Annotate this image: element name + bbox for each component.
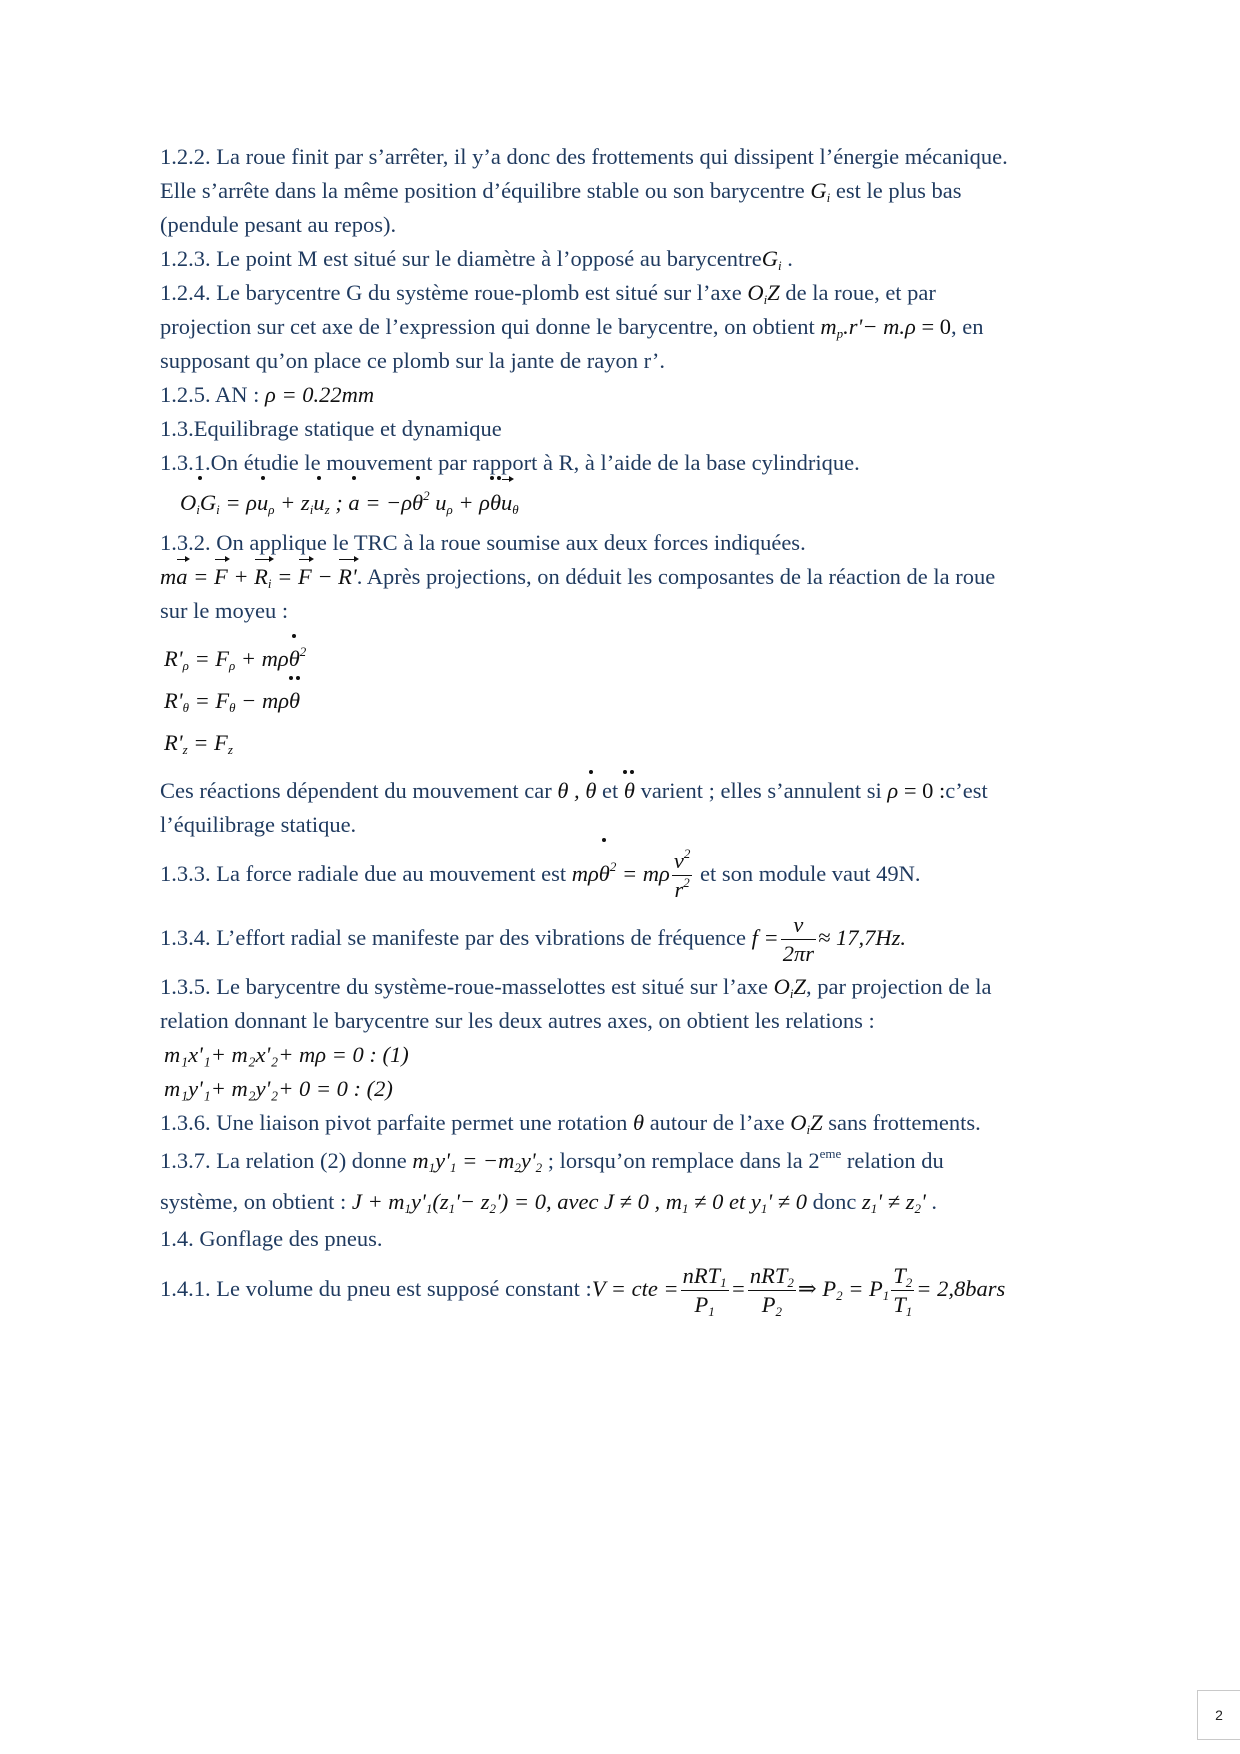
para-1-2-5: 1.2.5. AN : ρ = 0.22mm [160,382,375,407]
rho-value: ρ = 0.22mm [265,382,375,407]
para-1-2-4-end: supposant qu’on place ce plomb sur la jante de rayon r’. [160,348,666,373]
para-1-2-2-cont: Elle s’arrête dans la même position d’équilibre stable ou son barycentre $G_i$ est le plus bas [160,178,962,205]
para-1-3-2-end: sur le moyeu : [160,598,289,623]
reaction-z: $R'_z = F_z$ [164,730,233,757]
para-1-4-1: 1.4.1. Le volume du pneu est supposé constant :V = cte = $\frac{nRT_1}{P_1}$ = $\frac{nRT_2}{P_2}$ ⇒ $P_2 = P_1$ $\frac{T_2}{T_1}$ = 2,8bars [160,1263,1006,1320]
section-1-3-heading: 1.3.Equilibrage statique et dynamique [160,416,502,441]
reaction-components [160,638,1120,764]
frequency-value: ≈ 17,7Hz. [818,925,906,950]
equation-2: m₁y'₁+ m₂y'₂+ 0 = 0 : (2) [164,1076,393,1101]
para-1-2-2: 1.2.2. La roue finit par s’arrêter, il y’a donc des frottements qui dissipent l’énergie mécanique. [160,144,1008,169]
pressure-value: = 2,8bars [916,1276,1006,1301]
para-1-3-7-cont: système, on obtient : $J + m_1y'_1(z_1'- z_2') = 0$, avec J ≠ 0 , $m_1 \ne 0$ et $y_1' \ne 0$ donc $z_1' \ne z_2'$ . [160,1189,938,1216]
para-1-2-2-end: (pendule pesant au repos). [160,212,397,237]
para-1-3-2: 1.3.2. On applique le TRC à la roue soumise aux deux forces indiquées. [160,530,806,555]
reaction-theta: $R'_\theta = F_\theta - m\rho\theta$ [164,680,1120,722]
equation-1: m₁x'₁+ m₂x'₂+ mρ = 0 : (1) [164,1042,409,1067]
para-1-2-3: 1.2.3. Le point M est situé sur le diamètre à l’opposé au barycentreG$_i$ . [160,246,793,273]
para-1-2-4: 1.2.4. Le barycentre G du système roue-plomb est situé sur l’axe $O_iZ$ de la roue, et par [160,280,936,307]
para-1-3-7: 1.3.7. La relation (2) donne $m_1y'_1 = -m_2y'_2$ ; lorsqu’on remplace dans la 2eme relation du [160,1146,944,1175]
document-body [160,140,1120,1322]
para-1-3-5-cont: relation donnant le barycentre sur les deux autres axes, on obtient les relations : [160,1008,875,1033]
page-number: 2 [1197,1690,1240,1740]
equation-position-acceleration: $O_iG_i = \rho u_\rho + z_iu_z$ ; $a = -\rho\theta^2$ $u_\rho + \rho\theta u_\theta$ [160,480,1120,526]
para-1-3-3: 1.3.3. La force radiale due au mouvement est mρθ$^2$ = mρ $\frac{v^2}{r^2}$ et son module vaut 49N. [160,842,1120,906]
para-1-3-4: 1.3.4. L’effort radial se manifeste par des vibrations de fréquence f = $\frac{v}{2\pi r}$ ≈ 17,7Hz. [160,912,906,967]
para-reactions: Ces réactions dépendent du mouvement car θ , θ et θ varient ; elles s’annulent si ρ = 0 :c’est [160,774,1120,808]
para-reactions-end: l’équilibrage statique. [160,812,357,837]
para-1-2-4-cont: projection sur cet axe de l’expression qui donne le barycentre, on obtient $m_p.r'- m.\rho = 0$, en [160,314,984,341]
para-1-3-1: 1.3.1.On étudie le mouvement par rapport à R, à l’aide de la base cylindrique. [160,450,860,475]
para-1-3-6: 1.3.6. Une liaison pivot parfaite permet une rotation θ autour de l’axe $O_iZ$ sans frottements. [160,1110,981,1137]
para-1-3-2-cont: ma = $F + R_i = F - R'$. Après projections, on déduit les composantes de la réaction de la roue [160,560,1120,594]
section-1-4-heading: 1.4. Gonflage des pneus. [160,1226,383,1251]
para-1-3-5: 1.3.5. Le barycentre du système-roue-masselottes est situé sur l’axe $O_iZ$, par projection de la [160,974,992,1001]
reaction-rho: $R'_\rho = F_\rho + m\rho\theta^2$ [164,638,1120,680]
